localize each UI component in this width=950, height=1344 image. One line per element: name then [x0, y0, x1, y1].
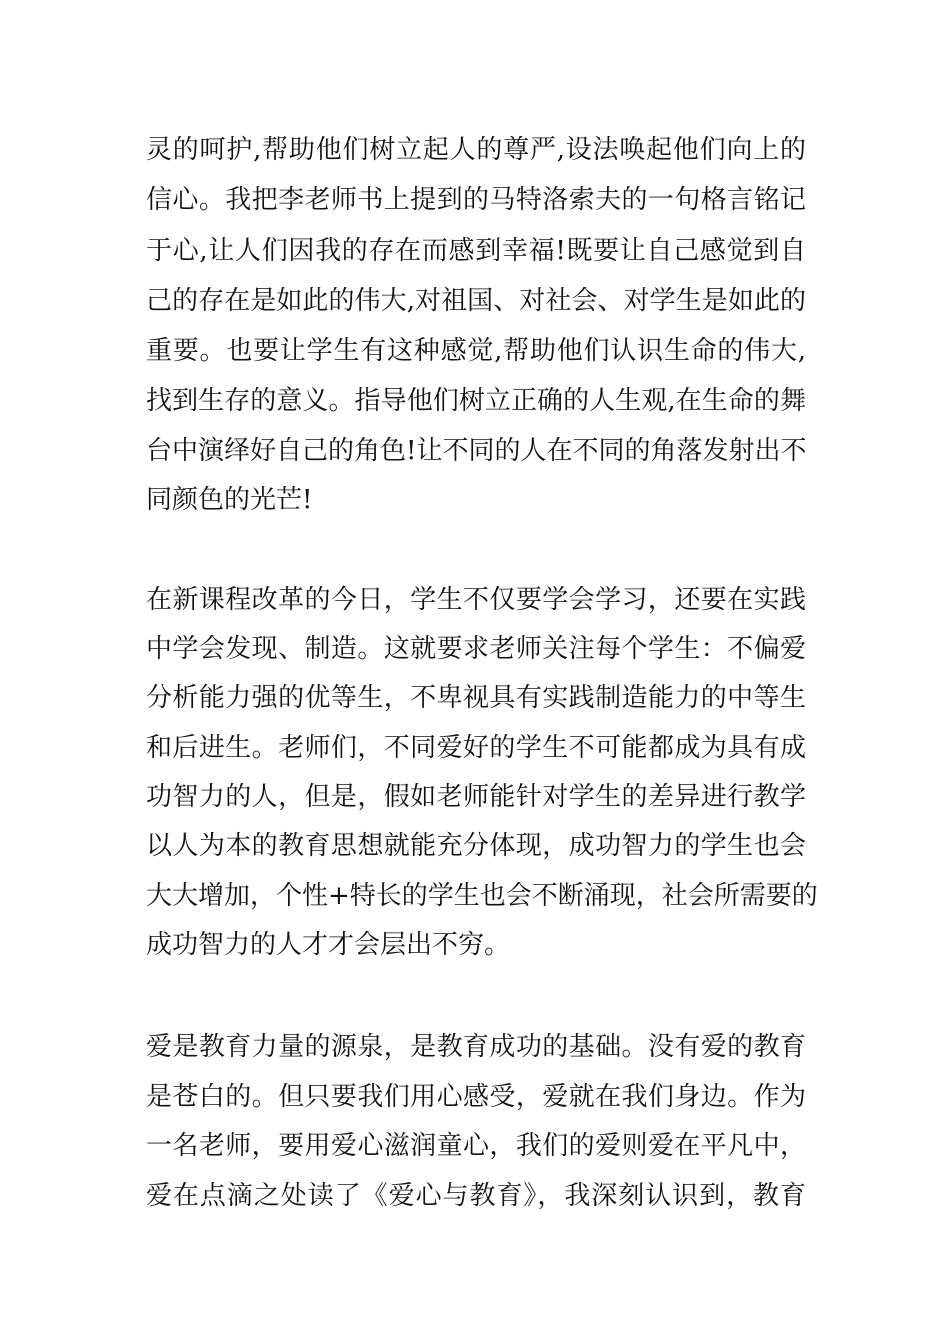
text-line: 爱在点滴之处读了《爱心与教育》，我深刻认识到，教育	[146, 1181, 806, 1211]
text-line: 以人为本的教育思想就能充分体现，成功智力的学生也会	[146, 831, 806, 861]
text-line: 信心。我把李老师书上提到的马特洛索夫的一句格言铭记	[146, 185, 806, 215]
text-line: 于心,让人们因我的存在而感到幸福!既要让自己感觉到自	[146, 236, 806, 266]
text-line: 重要。也要让学生有这种感觉,帮助他们认识生命的伟大,	[146, 336, 806, 366]
text-line: 台中演绎好自己的角色!让不同的人在不同的角落发射出不	[146, 436, 807, 466]
text-line: 找到生存的意义。指导他们树立正确的人生观,在生命的舞	[146, 386, 806, 416]
text-line: 爱是教育力量的源泉，是教育成功的基础。没有爱的教育	[146, 1032, 806, 1062]
text-line: 己的存在是如此的伟大,对祖国、对社会、对学生是如此的	[146, 286, 806, 316]
text-line: 中学会发现、制造。这就要求老师关注每个学生：不偏爱	[146, 634, 806, 664]
text-line: 同颜色的光芒!	[146, 485, 313, 515]
text-line: 是苍白的。但只要我们用心感受，爱就在我们身边。作为	[146, 1082, 806, 1112]
text-line: 分析能力强的优等生，不卑视具有实践制造能力的中等生	[146, 683, 806, 713]
text-line: 大大增加，个性+特长的学生也会不断涌现，社会所需要的	[146, 881, 818, 911]
text-line: 在新课程改革的今日，学生不仅要学会学习，还要在实践	[146, 585, 806, 615]
text-line: 成功智力的人才才会层出不穷。	[146, 930, 511, 960]
text-line: 功智力的人，但是，假如老师能针对学生的差异进行教学	[146, 782, 806, 812]
text-line: 和后进生。老师们，不同爱好的学生不可能都成为具有成	[146, 733, 806, 763]
text-line: 灵的呵护,帮助他们树立起人的尊严,设法唤起他们向上的	[146, 135, 806, 165]
text-line: 一名老师，要用爱心滋润童心，我们的爱则爱在平凡中，	[146, 1131, 806, 1161]
